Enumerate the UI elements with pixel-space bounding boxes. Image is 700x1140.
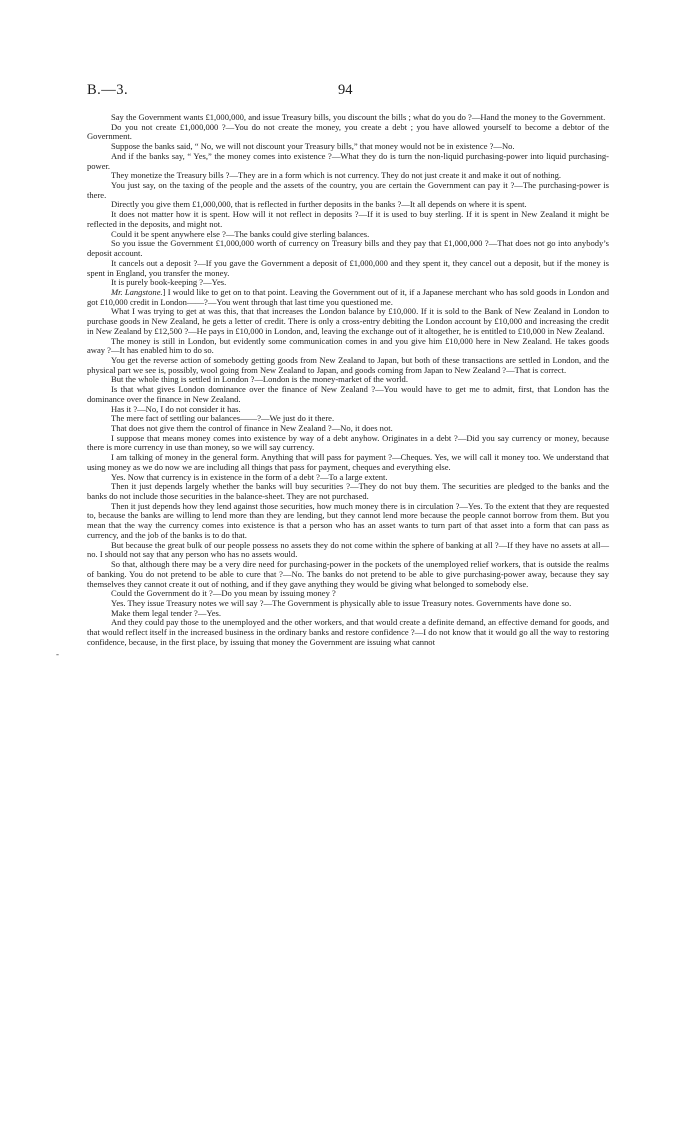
- paragraph: Could the Government do it ?—Do you mean by issuing money ?: [111, 588, 336, 599]
- paragraph: It is purely book-keeping ?—Yes.: [111, 277, 227, 288]
- paragraph: Has it ?—No, I do not consider it has.: [111, 403, 241, 414]
- paragraph: Do you not create £1,000,000 ?—You do not create the money, you create a debt ; you have allowed yourself to become a debtor of the Government.: [87, 121, 609, 142]
- paragraph: So you issue the Government £1,000,000 worth of currency on Treasury bills and they pay that £1,000,000 ?—That does not go into anybody’s deposit account.: [87, 238, 609, 259]
- paragraph: Then it just depends largely whether the banks will buy securities ?—They do not buy them. The securities are pledged to the banks and the banks do not include those securities in the balance-sheet. They are not purchased.: [87, 481, 609, 502]
- paragraph: And if the banks say, “ Yes,” the money comes into existence ?—What they do is turn the non-liquid purchasing-power into liquid purchasing-power.: [87, 150, 609, 171]
- paragraph: Suppose the banks said, “ No, we will not discount your Treasury bills,” that money would not be in existence ?—No.: [111, 141, 515, 152]
- paragraph: It does not matter how it is spent. How will it not reflect in deposits ?—If it is used to buy sterling. If it is spent in New Zealand it might be reflected in the deposits, and might not.: [87, 209, 609, 229]
- paragraph: So that, although there may be a very dire need for purchasing-power in the pockets of the unemployed relief workers, that is outside the realms of banking. You do not pretend to be able to cure that ?—No. The banks do not pretend to be able to give purchasing-power away, because they say themselves they cannot create it out of nothing, and if they gave anything they would be giving what belonged to somebody else.: [87, 559, 609, 589]
- paragraph: The money is still in London, but evidently some communication comes in and you give him £10,000 here in New Zealand. He takes goods away ?—It has enabled him to do so.: [87, 335, 609, 356]
- paragraph: Is that what gives London dominance over the finance of New Zealand ?—You would have to get me to admit, first, that London has the dominance over the finance in New Zealand.: [87, 384, 609, 404]
- paragraph: I suppose that means money comes into existence by way of a debt anyhow. Originates in a debt ?—Did you say currency or money, because there is more currency in use than money, so we will say currency.: [87, 432, 609, 453]
- paragraph: Could it be spent anywhere else ?—The banks could give sterling balances.: [111, 228, 370, 239]
- body-text: [87, 113, 609, 648]
- paragraph: And they could pay those to the unemployed and the other workers, and that would create a definite demand, an effective demand for goods, and that would reflect itself in the increased business in the ordinary banks and restore confidence ?—I do not know that it would go all the way to restoring confidence, because, in the first place, by issuing that money the Government are issuing what cannot: [87, 617, 609, 647]
- paragraph: Mr. Langstone.] I would like to get on to that point. Leaving the Government out of it, if a Japanese merchant who has sold goods in London and got £10,000 credit in London——?—You went through that last time you questioned me.: [87, 286, 609, 307]
- page-number: 94: [338, 82, 353, 98]
- paragraph: I am talking of money in the general form. Anything that will pass for payment ?—Cheques. Yes, we will call it money too. We understand that using money as we do now we are including all things that pass for payment, cheques and everything else.: [87, 452, 609, 472]
- series-reference: B.—3.: [87, 82, 129, 98]
- paragraph: You get the reverse action of somebody getting goods from New Zealand to Japan, but both of these transactions are settled in London, and the physical part we see is, possibly, wool going from New Zealand to Japan, and goods coming from Japan to New Zealand ?—That is correct.: [87, 354, 609, 375]
- paragraph: The mere fact of settling our balances——?—We just do it there.: [111, 413, 335, 424]
- paragraph: Say the Government wants £1,000,000, and issue Treasury bills, you discount the bills ; what do you do ?—Hand the money to the Government.: [111, 112, 606, 122]
- paragraph: It cancels out a deposit ?—If you gave the Government a deposit of £1,000,000 and they spent it, they cancel out a deposit, but if the money is spent in England, you transfer the money.: [87, 257, 609, 278]
- paragraph: Then it just depends how they lend against those securities, how much money there is in circulation ?—Yes. To the extent that they are requested to, because the banks are willing to lend more than they are lending, but they cannot lend more because the people cannot borrow from them. But you mean that the way the currency comes into existence is that a person who has an asset wants to turn part of that asset into a form that can pass as currency, and the job of the banks is to do that.: [87, 500, 609, 540]
- speaker-name: Mr. Langstone.: [111, 286, 163, 297]
- paragraph: But the whole thing is settled in London ?—London is the money-market of the world.: [111, 374, 408, 385]
- paragraph: They monetize the Treasury bills ?—They are in a form which is not currency. They do not just create it and make it out of nothing.: [111, 170, 562, 181]
- paragraph: Directly you give them £1,000,000, that is reflected in further deposits in the banks ?—It all depends on where it is spent.: [111, 199, 527, 210]
- paragraph: You just say, on the taxing of the people and the assets of the country, you are certain the Government can pay it ?—The purchasing-power is there.: [87, 180, 609, 200]
- paragraph: That does not give them the control of finance in New Zealand ?—No, it does not.: [111, 423, 393, 433]
- paragraph: Make them legal tender ?—Yes.: [111, 607, 221, 618]
- margin-mark: -: [56, 649, 59, 659]
- paragraph: Yes. They issue Treasury notes we will say ?—The Government is physically able to issue Treasury notes. Governments have done so.: [111, 597, 572, 608]
- paragraph: Yes. Now that currency is in existence in the form of a debt ?—To a large extent.: [111, 471, 388, 482]
- paragraph: But because the great bulk of our people possess no assets they do not come within the sphere of banking at all ?—If they have no assets at all—no. I should not say that any person who has no assets would.: [87, 539, 609, 560]
- paragraph: What I was trying to get at was this, that that increases the London balance by £10,000. If it is sold to the Bank of New Zealand in London to purchase goods in New Zealand, he gets a letter of credit. There is only a cross-entry debiting the London account by £10,000 and increasing the credit in New Zealand by £12,500 ?—He pays in £10,000 in London, and, leaving the exchange out of it altogether, he is entitled to £10,000 in New Zealand.: [87, 306, 609, 336]
